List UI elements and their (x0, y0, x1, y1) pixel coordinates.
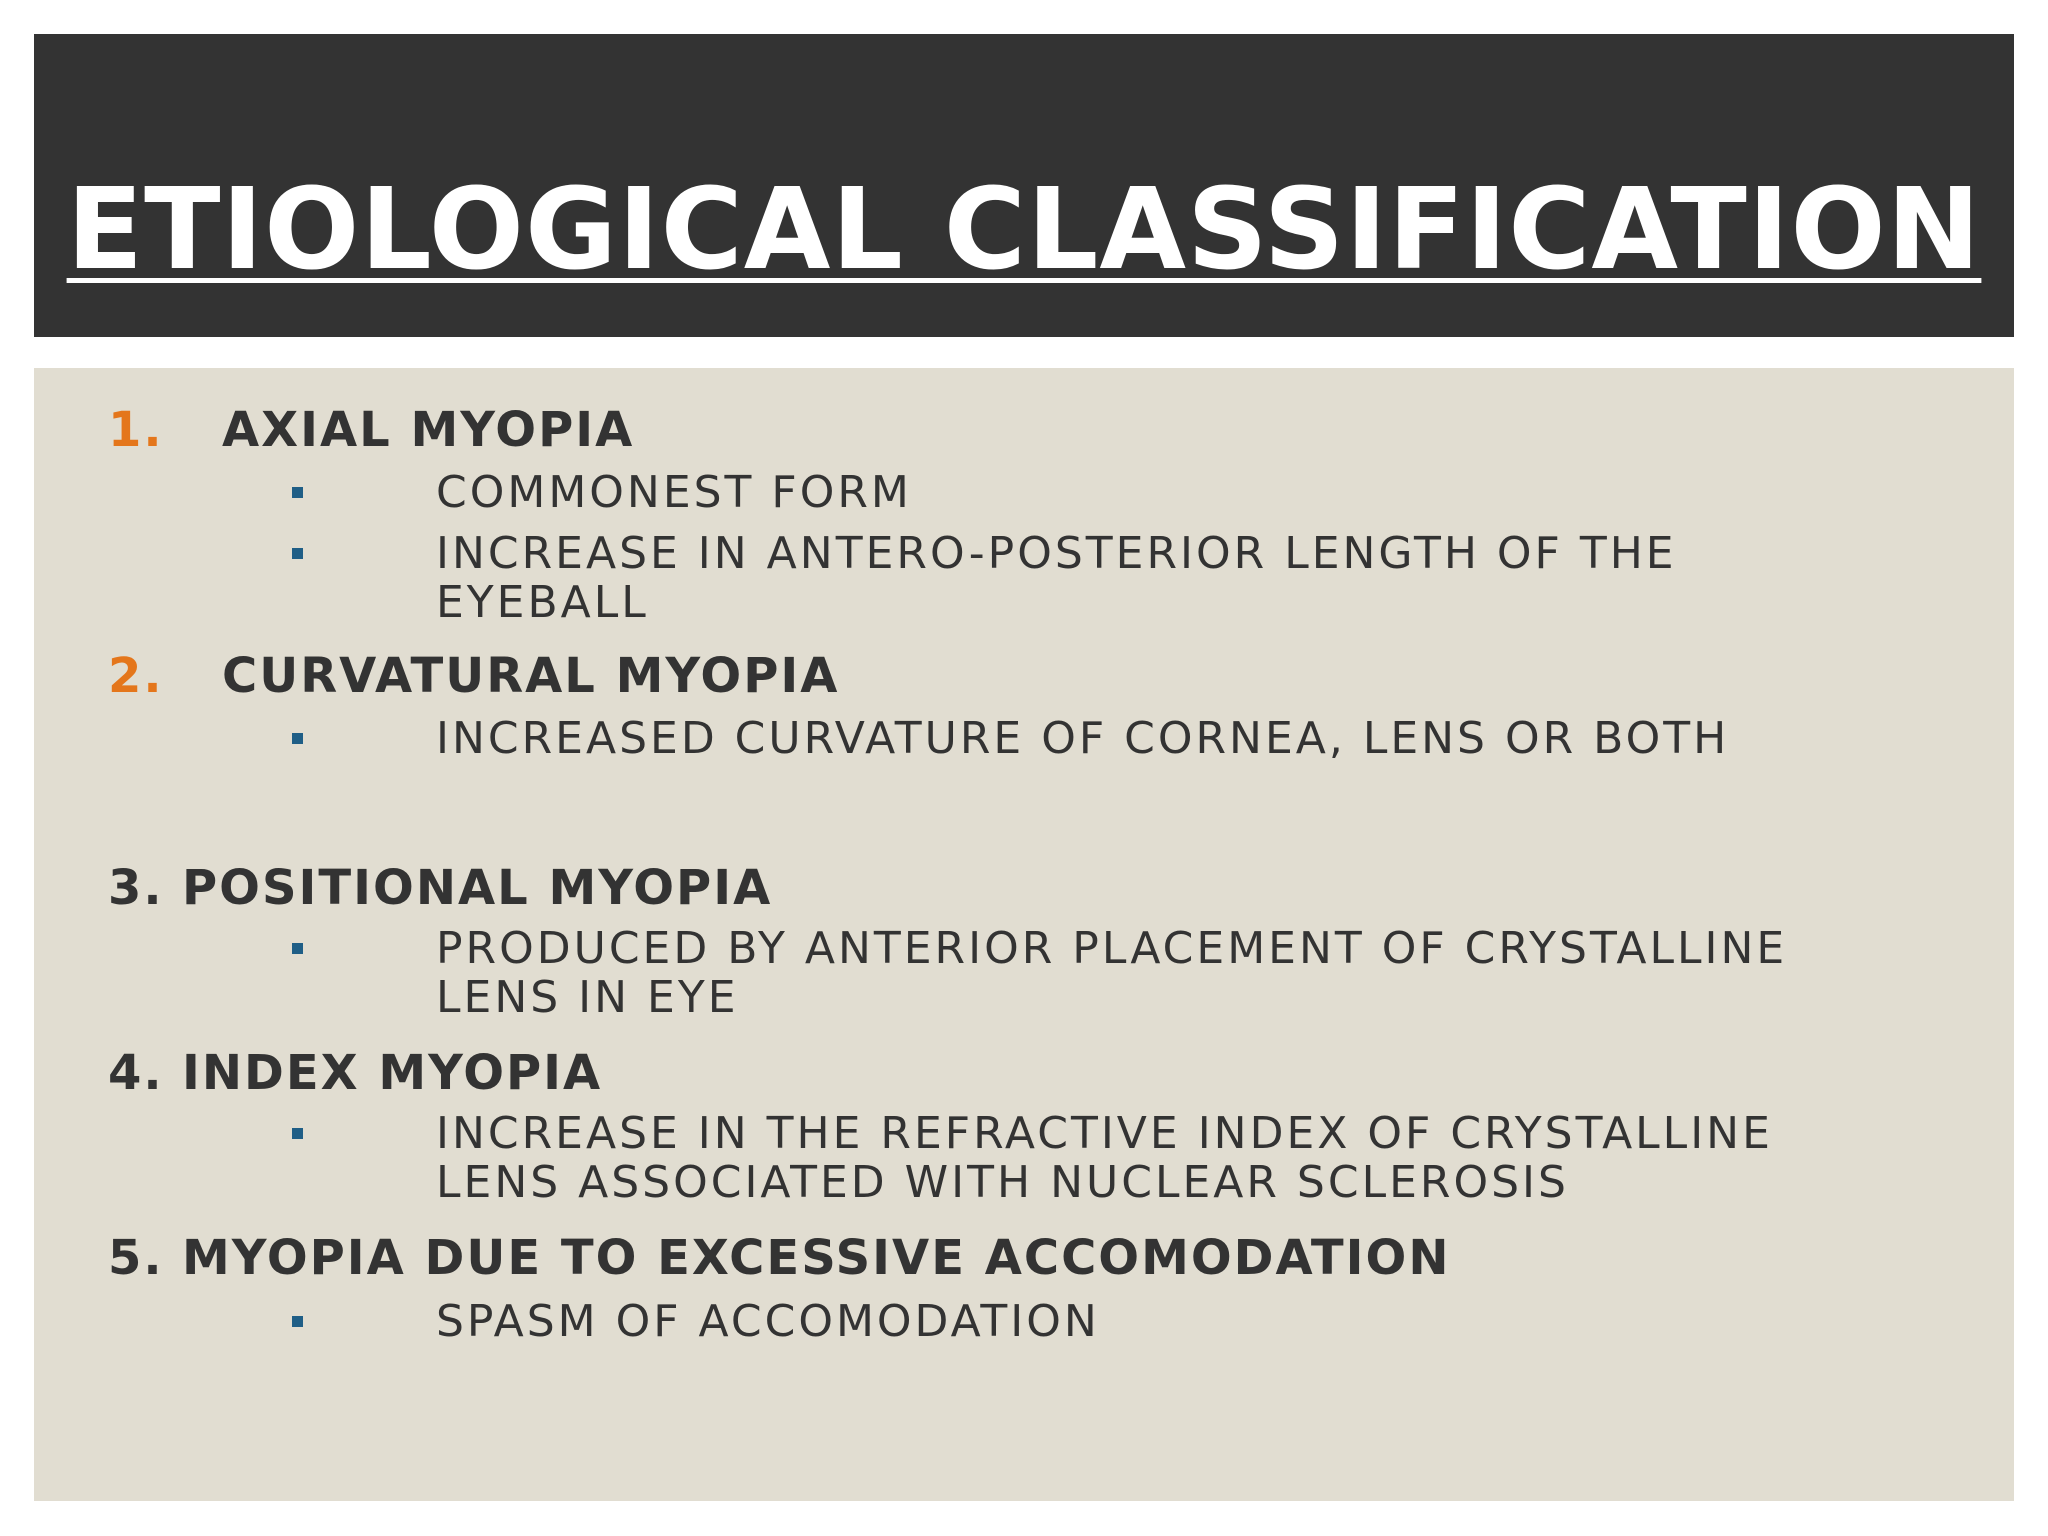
section-title: MYOPIA DUE TO EXCESSIVE ACCOMODATION (182, 1230, 1451, 1286)
title-bar (34, 34, 2014, 337)
bullet-text: INCREASED CURVATURE OF CORNEA, LENS OR BOTH (436, 713, 1730, 764)
section-title: INDEX MYOPIA (182, 1045, 603, 1101)
bullet-text: SPASM OF ACCOMODATION (436, 1296, 1100, 1347)
bullet-text: COMMONEST FORM (436, 467, 912, 518)
section-number: 5. (108, 1230, 164, 1286)
slide-title: ETIOLOGICAL CLASSIFICATION (66, 165, 1982, 295)
bullet-marker (292, 487, 303, 498)
section-title: POSITIONAL MYOPIA (182, 860, 773, 916)
bullet-text: INCREASE IN THE REFRACTIVE INDEX OF CRYSTALLINE (436, 1108, 1773, 1159)
bullet-marker (292, 733, 303, 744)
section-number: 2. (108, 648, 164, 704)
bullet-text-continued: LENS IN EYE (436, 972, 739, 1023)
content-box (34, 368, 2014, 1501)
bullet-marker (292, 1128, 303, 1139)
section-number: 4. (108, 1045, 164, 1101)
bullet-marker (292, 548, 303, 559)
bullet-marker (292, 1316, 303, 1327)
bullet-text: PRODUCED BY ANTERIOR PLACEMENT OF CRYSTALLINE (436, 923, 1788, 974)
section-title: AXIAL MYOPIA (222, 402, 635, 458)
section-number: 3. (108, 860, 164, 916)
bullet-marker (292, 943, 303, 954)
section-number: 1. (108, 402, 164, 458)
bullet-text: INCREASE IN ANTERO-POSTERIOR LENGTH OF THE (436, 528, 1677, 579)
section-title: CURVATURAL MYOPIA (222, 648, 840, 704)
bullet-text-continued: LENS ASSOCIATED WITH NUCLEAR SCLEROSIS (436, 1157, 1569, 1208)
bullet-text-continued: EYEBALL (436, 577, 649, 628)
